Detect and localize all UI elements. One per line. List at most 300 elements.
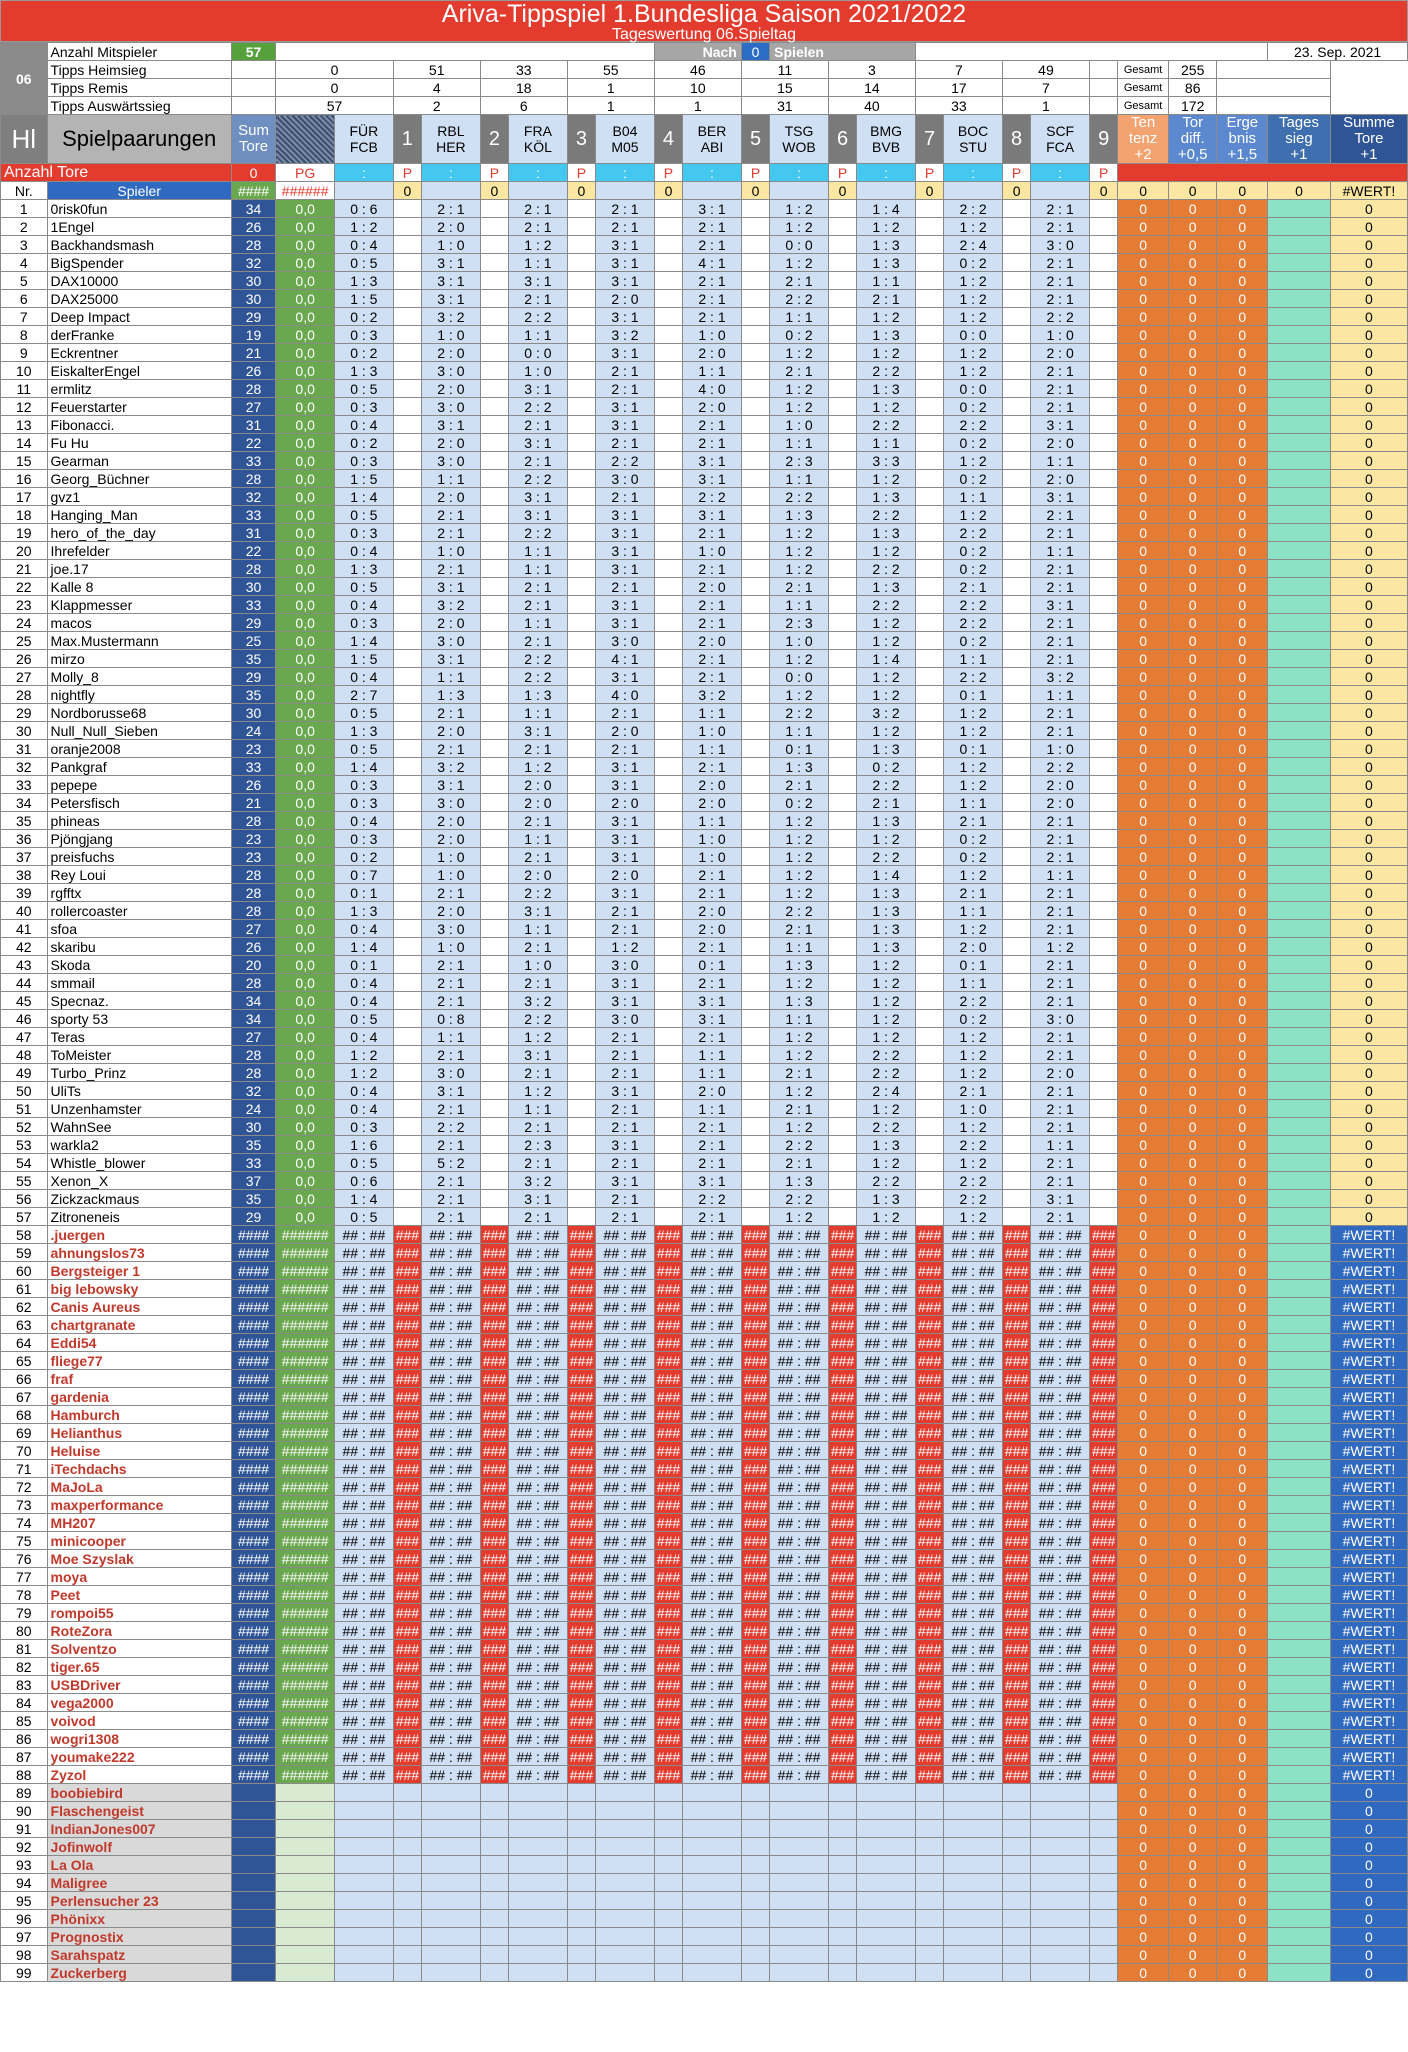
player-ergebnis: 0 [1217, 344, 1268, 362]
player-tip: 2 : 1 [596, 920, 655, 938]
player-ergebnis: 0 [1217, 326, 1268, 344]
player-tip: ## : ## [1031, 1622, 1090, 1640]
player-tip: 3 : 1 [422, 1082, 481, 1100]
player-points [393, 1190, 421, 1208]
player-points [1089, 776, 1117, 794]
player-tip: 2 : 1 [509, 596, 568, 614]
player-tip: ## : ## [596, 1442, 655, 1460]
player-points: ### [828, 1442, 856, 1460]
player-points: ### [741, 1226, 769, 1244]
player-points [393, 1802, 421, 1820]
player-tendenz: 0 [1118, 416, 1169, 434]
player-tip: ## : ## [596, 1532, 655, 1550]
player-points [1002, 902, 1030, 920]
player-points [915, 956, 943, 974]
player-tip [1031, 1928, 1090, 1946]
player-tip: ## : ## [596, 1424, 655, 1442]
player-row [1, 326, 1408, 344]
player-tip: 0 : 2 [857, 758, 916, 776]
player-tip [944, 1838, 1003, 1856]
player-tip: ## : ## [422, 1406, 481, 1424]
player-tip [1031, 1802, 1090, 1820]
player-points [393, 1838, 421, 1856]
player-tip: 1 : 2 [770, 1028, 829, 1046]
player-tordiff: 0 [1168, 1424, 1217, 1442]
player-tagessieg [1268, 1298, 1331, 1316]
game-number: 8 [1002, 115, 1030, 164]
player-tip: ## : ## [683, 1532, 742, 1550]
player-tip [944, 1946, 1003, 1964]
player-points [828, 776, 856, 794]
player-tendenz: 0 [1118, 1172, 1169, 1190]
player-tip: 1 : 3 [857, 578, 916, 596]
player-points [480, 488, 508, 506]
player-tip [422, 1910, 481, 1928]
player-total: 0 [1330, 1190, 1407, 1208]
player-tip: 2 : 1 [509, 1064, 568, 1082]
team-pair [683, 115, 742, 164]
player-tip: 3 : 1 [683, 992, 742, 1010]
player-name: La Ola [47, 1856, 231, 1874]
player-total: #WERT! [1330, 1748, 1407, 1766]
home-team: BOC [957, 123, 989, 139]
player-tip: 0 : 5 [335, 1010, 394, 1028]
player-points: ### [567, 1766, 595, 1784]
player-tagessieg [1268, 524, 1331, 542]
player-name: ToMeister [47, 1046, 231, 1064]
player-tip: 2 : 2 [770, 1190, 829, 1208]
player-tip: ## : ## [422, 1496, 481, 1514]
player-tip: 1 : 2 [857, 830, 916, 848]
tagessieg-header [1268, 115, 1331, 164]
spacer [1118, 164, 1408, 182]
player-tip: 1 : 2 [509, 236, 568, 254]
player-points [480, 1964, 508, 1982]
player-points [654, 434, 682, 452]
player-points: ### [1089, 1478, 1117, 1496]
player-tagessieg [1268, 236, 1331, 254]
player-ergebnis: 0 [1217, 722, 1268, 740]
player-points [567, 1838, 595, 1856]
player-tagessieg [1268, 1550, 1331, 1568]
erg-zero: 0 [1217, 182, 1268, 200]
player-points [480, 1172, 508, 1190]
player-tendenz: 0 [1118, 542, 1169, 560]
player-points [1089, 236, 1117, 254]
player-tip: 2 : 1 [596, 902, 655, 920]
player-ergebnis: 0 [1217, 398, 1268, 416]
player-tip: 1 : 2 [857, 398, 916, 416]
player-tip [509, 1946, 568, 1964]
player-sum: 30 [231, 290, 276, 308]
player-tip: 2 : 1 [596, 434, 655, 452]
player-points [1002, 290, 1030, 308]
player-points [1089, 1784, 1117, 1802]
player-sum: 28 [231, 974, 276, 992]
page-title: Ariva-Tippspiel 1.Bundesliga Saison 2021/2022 [441, 0, 967, 28]
player-tip: ## : ## [770, 1316, 829, 1334]
player-tip: 1 : 2 [944, 722, 1003, 740]
player-tip: 2 : 1 [596, 1100, 655, 1118]
player-tip: 3 : 1 [509, 506, 568, 524]
player-points [654, 1838, 682, 1856]
player-points [828, 542, 856, 560]
player-points: ### [741, 1676, 769, 1694]
player-points [1002, 722, 1030, 740]
player-tip: 1 : 2 [857, 1208, 916, 1226]
player-sum: 34 [231, 200, 276, 218]
player-points: ### [654, 1550, 682, 1568]
player-tip: 1 : 2 [770, 1046, 829, 1064]
player-points: ### [654, 1370, 682, 1388]
player-tip: 1 : 1 [944, 650, 1003, 668]
player-tip: 2 : 3 [770, 452, 829, 470]
player-points [654, 272, 682, 290]
player-name: mirzo [47, 650, 231, 668]
player-points [567, 1100, 595, 1118]
player-pg: 0,0 [276, 362, 335, 380]
player-tip [596, 1820, 655, 1838]
player-tip [770, 1856, 829, 1874]
player-tip: 0 : 2 [944, 254, 1003, 272]
player-name: Specnaz. [47, 992, 231, 1010]
player-tip: ## : ## [1031, 1388, 1090, 1406]
player-total: #WERT! [1330, 1280, 1407, 1298]
player-tip: ## : ## [944, 1532, 1003, 1550]
player-row [1, 1172, 1408, 1190]
player-points [915, 1190, 943, 1208]
player-points [393, 452, 421, 470]
player-points: ### [480, 1550, 508, 1568]
player-tip: ## : ## [857, 1244, 916, 1262]
player-tip [944, 1964, 1003, 1982]
player-points: ### [393, 1298, 421, 1316]
tordiff-line3: +0,5 [1177, 146, 1208, 163]
player-pg: ###### [276, 1280, 335, 1298]
player-name: joe.17 [47, 560, 231, 578]
p-label: P [480, 164, 508, 182]
player-tip: 1 : 1 [1031, 866, 1090, 884]
player-total: 0 [1330, 992, 1407, 1010]
player-points [915, 416, 943, 434]
player-tip: 2 : 1 [683, 236, 742, 254]
player-points [654, 218, 682, 236]
player-tip: 2 : 1 [683, 1118, 742, 1136]
player-tip: ## : ## [944, 1244, 1003, 1262]
player-name: smmail [47, 974, 231, 992]
player-tip: 2 : 1 [683, 884, 742, 902]
player-tip: 0 : 5 [335, 1208, 394, 1226]
player-sum: #### [231, 1298, 276, 1316]
player-points: ### [915, 1730, 943, 1748]
player-tip: ## : ## [335, 1244, 394, 1262]
player-tip: 0 : 7 [335, 866, 394, 884]
player-points: ### [1089, 1676, 1117, 1694]
player-points: ### [567, 1550, 595, 1568]
player-tendenz: 0 [1118, 1838, 1169, 1856]
player-sum: 29 [231, 1208, 276, 1226]
away-count: 2 [393, 97, 480, 115]
player-tagessieg [1268, 812, 1331, 830]
player-ergebnis: 0 [1217, 560, 1268, 578]
player-tagessieg [1268, 1262, 1331, 1280]
player-tip: 3 : 0 [1031, 236, 1090, 254]
player-tip: 3 : 1 [422, 776, 481, 794]
player-tagessieg [1268, 218, 1331, 236]
player-tip: ## : ## [335, 1658, 394, 1676]
player-points: ### [567, 1730, 595, 1748]
player-ergebnis: 0 [1217, 1658, 1268, 1676]
player-ergebnis: 0 [1217, 1748, 1268, 1766]
player-tip: 2 : 1 [509, 938, 568, 956]
player-sum: 33 [231, 758, 276, 776]
player-row [1, 956, 1408, 974]
player-points: ### [654, 1352, 682, 1370]
player-pg: ###### [276, 1712, 335, 1730]
player-tip: 3 : 1 [509, 272, 568, 290]
player-tip: 0 : 4 [335, 920, 394, 938]
player-points [393, 362, 421, 380]
player-tip: 3 : 1 [422, 416, 481, 434]
player-tagessieg [1268, 704, 1331, 722]
player-points [480, 758, 508, 776]
player-points [393, 254, 421, 272]
player-points: ### [654, 1640, 682, 1658]
player-nr: 74 [1, 1514, 48, 1532]
player-nr: 67 [1, 1388, 48, 1406]
player-points: ### [915, 1496, 943, 1514]
player-pg: 0,0 [276, 704, 335, 722]
player-points [1089, 1028, 1117, 1046]
player-sum: #### [231, 1316, 276, 1334]
away-total: 172 [1168, 97, 1217, 115]
player-tip: 2 : 2 [1031, 758, 1090, 776]
player-nr: 43 [1, 956, 48, 974]
page-subtitle: Tageswertung 06.Spieltag [611, 26, 797, 43]
player-tip: ## : ## [596, 1280, 655, 1298]
player-tip [596, 1802, 655, 1820]
player-name: fraf [47, 1370, 231, 1388]
player-nr: 44 [1, 974, 48, 992]
player-tendenz: 0 [1118, 632, 1169, 650]
player-tip: ## : ## [857, 1640, 916, 1658]
player-tip: 2 : 1 [509, 200, 568, 218]
player-points [915, 470, 943, 488]
player-tip: 3 : 1 [596, 884, 655, 902]
player-tip: 2 : 1 [509, 218, 568, 236]
away-team: KÖL [523, 139, 552, 155]
player-tip: 1 : 2 [944, 758, 1003, 776]
player-tip: ## : ## [596, 1226, 655, 1244]
player-nr: 83 [1, 1676, 48, 1694]
player-points: ### [1002, 1532, 1030, 1550]
player-tip: 2 : 2 [944, 1172, 1003, 1190]
player-tendenz: 0 [1118, 254, 1169, 272]
player-tip: 1 : 4 [335, 938, 394, 956]
p-zero: 0 [654, 182, 682, 200]
player-name: DAX25000 [47, 290, 231, 308]
player-points: ### [1002, 1712, 1030, 1730]
player-points: ### [654, 1712, 682, 1730]
player-tendenz: 0 [1118, 758, 1169, 776]
p-label: P [393, 164, 421, 182]
player-points [915, 596, 943, 614]
inactive-player-row [1, 1460, 1408, 1478]
pg-label: PG [276, 164, 335, 182]
player-tordiff: 0 [1168, 1388, 1217, 1406]
player-tip: 1 : 0 [1031, 740, 1090, 758]
player-tip: ## : ## [509, 1298, 568, 1316]
player-points [915, 1820, 943, 1838]
player-tendenz: 0 [1118, 1406, 1169, 1424]
player-tagessieg [1268, 1838, 1331, 1856]
player-nr: 8 [1, 326, 48, 344]
player-tip: 1 : 2 [944, 1064, 1003, 1082]
player-tagessieg [1268, 416, 1331, 434]
player-tip: 1 : 2 [770, 812, 829, 830]
player-points: ### [741, 1496, 769, 1514]
player-points: ### [480, 1388, 508, 1406]
player-tip: 1 : 2 [770, 398, 829, 416]
player-nr: 22 [1, 578, 48, 596]
player-points [393, 686, 421, 704]
player-points [654, 524, 682, 542]
player-tagessieg [1268, 1172, 1331, 1190]
player-nr: 1 [1, 200, 48, 218]
player-pg: 0,0 [276, 398, 335, 416]
player-tagessieg [1268, 920, 1331, 938]
player-tip [944, 1892, 1003, 1910]
player-points [393, 470, 421, 488]
player-points: ### [828, 1550, 856, 1568]
player-tip: ## : ## [683, 1406, 742, 1424]
player-total: 0 [1330, 1064, 1407, 1082]
player-tendenz: 0 [1118, 1856, 1169, 1874]
player-tip: ## : ## [422, 1622, 481, 1640]
player-points: ### [915, 1316, 943, 1334]
player-tip: ## : ## [422, 1316, 481, 1334]
player-tip: ## : ## [683, 1442, 742, 1460]
draw-total: 86 [1168, 79, 1217, 97]
player-tip: 1 : 0 [1031, 326, 1090, 344]
player-total: 0 [1330, 1892, 1407, 1910]
player-points: ### [741, 1568, 769, 1586]
player-ergebnis: 0 [1217, 632, 1268, 650]
player-points [393, 1874, 421, 1892]
player-tendenz: 0 [1118, 236, 1169, 254]
player-nr: 17 [1, 488, 48, 506]
player-sum: 30 [231, 578, 276, 596]
player-points [480, 884, 508, 902]
player-tip: 1 : 2 [857, 686, 916, 704]
player-tip: 3 : 0 [596, 470, 655, 488]
player-points [480, 1784, 508, 1802]
player-points [1002, 1802, 1030, 1820]
player-tip [944, 1874, 1003, 1892]
ergebnis-line3: +1,5 [1227, 146, 1258, 163]
player-tip: 3 : 1 [596, 812, 655, 830]
player-tip: 2 : 0 [683, 920, 742, 938]
player-tagessieg [1268, 1946, 1331, 1964]
inactive-player-row [1, 1748, 1408, 1766]
player-tip: ## : ## [857, 1766, 916, 1784]
player-tagessieg [1268, 1964, 1331, 1982]
player-points [741, 344, 769, 362]
player-points: ### [915, 1244, 943, 1262]
player-tip: 1 : 0 [770, 416, 829, 434]
player-points [567, 416, 595, 434]
player-tagessieg [1268, 326, 1331, 344]
info-row-players [1, 43, 1408, 61]
player-tip: 2 : 2 [944, 596, 1003, 614]
player-tagessieg [1268, 1532, 1331, 1550]
player-points: ### [1002, 1676, 1030, 1694]
player-tip: 1 : 2 [857, 974, 916, 992]
player-points: ### [741, 1748, 769, 1766]
player-points: ### [480, 1496, 508, 1514]
player-tip: ## : ## [683, 1460, 742, 1478]
player-tip: 4 : 1 [683, 254, 742, 272]
player-tip: 1 : 3 [422, 686, 481, 704]
player-ergebnis: 0 [1217, 776, 1268, 794]
player-sum [231, 1784, 276, 1802]
player-points [741, 272, 769, 290]
player-tendenz: 0 [1118, 974, 1169, 992]
player-pg: 0,0 [276, 1064, 335, 1082]
player-points [480, 1010, 508, 1028]
player-points: ### [567, 1478, 595, 1496]
player-name: IndianJones007 [47, 1820, 231, 1838]
player-tendenz: 0 [1118, 902, 1169, 920]
player-tip: 3 : 1 [509, 488, 568, 506]
player-tip: 3 : 1 [422, 650, 481, 668]
player-tordiff: 0 [1168, 1622, 1217, 1640]
player-tagessieg [1268, 1478, 1331, 1496]
player-nr: 79 [1, 1604, 48, 1622]
home-count: 55 [567, 61, 654, 79]
player-tip [770, 1820, 829, 1838]
player-tordiff: 0 [1168, 722, 1217, 740]
after-label: Nach [654, 43, 741, 61]
player-nr: 21 [1, 560, 48, 578]
player-tip: 0 : 2 [944, 542, 1003, 560]
player-name: Pankgraf [47, 758, 231, 776]
player-points [828, 902, 856, 920]
anzahl-tore-label: Anzahl Tore [1, 164, 232, 182]
player-tendenz: 0 [1118, 1640, 1169, 1658]
player-tip: ## : ## [944, 1226, 1003, 1244]
player-name: Fibonacci. [47, 416, 231, 434]
player-tip: 1 : 3 [857, 902, 916, 920]
player-points [1002, 470, 1030, 488]
player-points: ### [828, 1748, 856, 1766]
player-tagessieg [1268, 506, 1331, 524]
spacer [1217, 97, 1330, 115]
player-tip: ## : ## [509, 1478, 568, 1496]
player-points [480, 1838, 508, 1856]
player-pg: ###### [276, 1640, 335, 1658]
player-tip: ## : ## [1031, 1604, 1090, 1622]
player-sum: #### [231, 1262, 276, 1280]
player-tip: 2 : 1 [509, 290, 568, 308]
player-points: ### [741, 1604, 769, 1622]
player-tip: 2 : 2 [944, 200, 1003, 218]
player-tagessieg [1268, 542, 1331, 560]
player-points [915, 884, 943, 902]
player-tordiff: 0 [1168, 1298, 1217, 1316]
player-points [741, 398, 769, 416]
player-total: 0 [1330, 650, 1407, 668]
